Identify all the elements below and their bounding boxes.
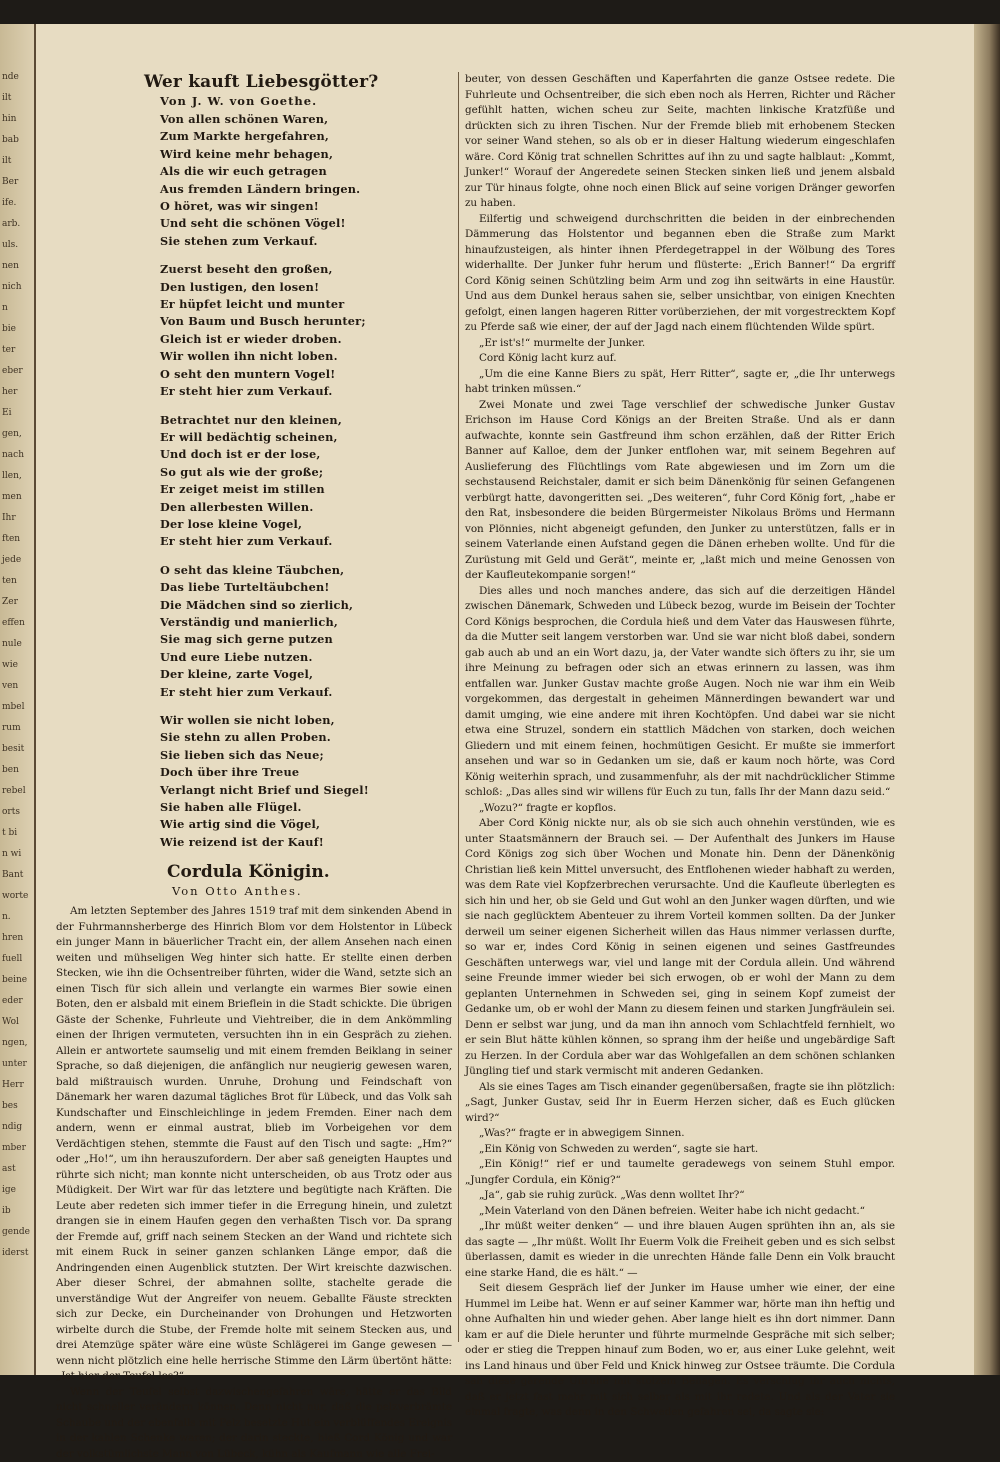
- poem-line: Zuerst beseht den großen,: [160, 262, 333, 277]
- margin-fragment: ige: [2, 1185, 16, 1195]
- story-paragraph: „Er ist's!“ murmelte der Junker.: [479, 336, 646, 349]
- poem-line: Wir wollen ihn nicht loben.: [160, 349, 338, 364]
- poem-line: Sie mag sich gerne putzen: [160, 632, 333, 647]
- margin-fragment: rebel: [2, 786, 26, 796]
- poem-line: Der lose kleine Vogel,: [160, 516, 303, 531]
- story-paragraph: Am letzten September des Jahres 1519 traf mit dem sinkenden Abend in der Fuhrmannsherberge des Hinrich Blom vor dem Holstentor in Lübeck ein junger Mann in bäuerlicher Tracht ein, der allem Ansehen nach einen weiten und mühseligen Weg hinter sich hatte. Er stellte einen derben Stecken, wie ihn die Ochsentreiber führten, wider die Wand, setzte sich an einen Tisch für sich allein und verlangte ein warmes Bier sowie einen Boten, den er alsbald mit einem Brieflein in die Stadt schickte. Die übrigen Gäste der Schenke, Fuhrleute und Viehtreiber, die in dem Ankömmling einen der Ihrigen vermuteten, versuchten ihn in ein Gespräch zu ziehen. Allein er antwortete saumselig und mit einem fremden Beiklang in seiner Sprache, so daß diejenigen, die anfänglich nur neugierig gewesen waren, bald mißtrauisch wurden. Unruhe, Drohung und Feindschaft von Dänemark her waren dazumal tägliches Brot für Lübeck, und das Volk sah Kundschafter und Einschleichlinge in jedem Fremden. Einer nach dem andern, wenn er einmal austrat, blieb im Vorbeigehen vor dem Verdächtigen stehen, stemmte die Faust auf den Tisch und sagte: „Hm?“ oder „Ho!“, um ihn herauszufordern. Der aber saß geneigten Hauptes und rührte sich nicht; man konnte nicht unterscheiden, ob aus Trotz oder aus Müdigkeit. Der Wirt war für das letztere und begütigte nach Kräften. Die Leute aber redeten sich immer tiefer in die Erregung hinein, und zuletzt drangen sie in einem Haufen gegen den verhaßten Tisch vor. Da sprang der Fremde auf, griff nach seinem Stecken an der Wand und richtete sich mit einem Ruck in seiner ganzen schlanken Länge empor, daß die Andringenden einen Augenblick stutzten. Der Wirt kreischte dazwischen. Aber dieser Schrei, der abmahnen sollte, stachelte gerade die unverständige Wut der Angreifer von neuem. Geballte Fäuste streckten sich zur Decke, ein Durcheinander von Drohungen und Hetzworten wirbelte durch die Stube, der Fremde holte mit seinem Stecken aus, und drei Atemzüge später wäre eine wüste Schlägerei im Gange gewesen — wenn nicht plötzlich eine helle herrische Stimme den Lärm übertönt hätte: „Ist hier der Teufel los?“: [56, 905, 452, 1383]
- story-paragraph: „Was?“ fragte er in abwegigem Sinnen.: [479, 1127, 685, 1139]
- poem-line: Und doch ist er der lose,: [160, 447, 321, 462]
- poem-line: Betrachtet nur den kleinen,: [160, 412, 342, 427]
- margin-fragment: worte: [2, 891, 29, 901]
- left-column: [52, 72, 452, 1460]
- story-paragraph: „Mein Vaterland von den Dänen befreien. Weiter habe ich nicht gedacht.“: [479, 1204, 865, 1217]
- story-text-right: [465, 72, 895, 1421]
- margin-fragment: unter: [2, 1059, 27, 1069]
- margin-fragment: nen: [2, 261, 19, 271]
- margin-fragment: gen,: [2, 429, 22, 439]
- poem-line: Verständig und manierlich,: [160, 614, 338, 629]
- margin-fragment: ilt: [2, 93, 12, 103]
- poem-line: Den allerbesten Willen.: [160, 499, 314, 514]
- margin-fragment: Ei: [2, 408, 12, 418]
- poem-line: Er steht hier zum Verkauf.: [160, 684, 333, 699]
- story-paragraph: Wenn der Teufel selbst dazwischengefahren wäre, hätte er das Bild nicht schneller verändern können. Denn nicht nur, daß die pelzverbrämte Schaube und der ebenfalls mit Pelz besetzte Hut ein verblüffendes Ereignis in der kahlen Schenke waren; der darin steckte, hieß Cord König und war der volkstümlichste Mann von Lübeck, kühn als Kaufmann wie alle Frei-: [56, 1385, 452, 1460]
- margin-fragment: ife.: [2, 198, 17, 208]
- poem-line: Sie stehen zum Verkauf.: [160, 233, 318, 248]
- poem-line: Das liebe Turteltäubchen!: [160, 580, 330, 595]
- margin-fragment: n wi: [2, 849, 22, 859]
- poem-line: Sie stehn zu allen Proben.: [160, 730, 331, 745]
- poem-stanza: [160, 412, 452, 551]
- margin-fragment: mber: [2, 1143, 26, 1153]
- margin-fragment: rum: [2, 723, 21, 733]
- margin-fragment: nach: [2, 450, 24, 460]
- left-page-fragment: [0, 24, 36, 1375]
- margin-fragment: ter: [2, 345, 16, 355]
- poem-line: Der kleine, zarte Vogel,: [160, 667, 314, 682]
- margin-fragment: Bant: [2, 870, 24, 880]
- poem-line: O seht das kleine Täubchen,: [160, 562, 345, 577]
- margin-fragment: n: [2, 303, 8, 313]
- story-paragraph: „Ein König von Schweden zu werden“, sagte sie hart.: [479, 1142, 759, 1155]
- margin-fragment: ven: [2, 681, 19, 691]
- margin-fragment: bes: [2, 1101, 18, 1111]
- margin-fragment: Zer: [2, 597, 18, 607]
- story-paragraph: „Ein König!“ rief er und taumelte geradewegs von seinem Stuhl empor. „Jungfer Cordula, ein König?“: [465, 1158, 895, 1186]
- poem-line: Von allen schönen Waren,: [160, 112, 329, 126]
- poem-line: Er steht hier zum Verkauf.: [160, 384, 333, 399]
- story-paragraph: Dies alles und noch manches andere, das sich auf die derzeitigen Händel zwischen Dänemark, Schweden und Lübeck bezog, wurde im Beisein der Tochter Cord Königs besprochen, die Cordula hieß und dem Vater das Hauswesen führte, da die Mutter seit langem verstorben war. Und sie war nicht bloß dabei, sondern gab auch ab und an ein Wort dazu, ja, der Vater wandte sich öfters zu ihr, sie um ihre Meinung zu befragen oder sich an etwas erinnern zu lassen, was ihm entfallen war. Junker Gustav machte große Augen. Noch nie war ihm ein Weib vorgekommen, das dergestalt in geheimen Männerdingen bewandert war und damit umging, wie eine andere mit ihren Kochtöpfen. Und dabei war sie nicht etwa eine Struzel, sondern ein stattlich Mädchen von starken, doch weichen Gliedern und mit einem feinen, hochmütigen Gesicht. Er mußte sie immerfort ansehen und war so in Gedanken um sie, daß er kaum noch hörte, was Cord König weiterhin sprach, und zusammenfuhr, als der mit nachdrücklicher Stimme schloß: „Das alles sind wir willens für Euch zu tun, falls Ihr der Mann dazu seid.“: [465, 584, 895, 798]
- margin-fragment: beine: [2, 975, 28, 985]
- poem-line: Wir wollen sie nicht loben,: [160, 713, 335, 727]
- poem-line: Sie lieben sich das Neue;: [160, 747, 324, 762]
- margin-fragment: gende: [2, 1227, 30, 1237]
- margin-fragment: ben: [2, 765, 19, 775]
- margin-fragment: uls.: [2, 240, 19, 250]
- margin-fragment: hin: [2, 114, 17, 124]
- story-paragraph: „Ihr müßt weiter denken“ — und ihre blauen Augen sprühten ihn an, als sie das sagte — „Ihr müßt. Wollt Ihr Euerm Volk die Freiheit geben und es sich selbst überlassen, damit es wieder in die unrechten Hände falle Denn ein Volk braucht eine starke Hand, die es hält.“ —: [465, 1220, 895, 1279]
- story-paragraph: Als sie eines Tages am Tisch einander gegenübersaßen, fragte sie ihn plötzlich: „Sagt, Junker Gustav, seid Ihr in Euerm Herzen sicher, daß es Euch glücken wird?“: [465, 1080, 895, 1124]
- poem-line: Er steht hier zum Verkauf.: [160, 534, 333, 549]
- margin-fragment: effen: [2, 618, 25, 628]
- poem-stanza: [160, 111, 452, 250]
- poem-line: Von Baum und Busch herunter;: [160, 314, 366, 329]
- poem-line: Sie haben alle Flügel.: [160, 800, 302, 815]
- story-title: Cordula Königin.: [167, 862, 330, 883]
- poem-line: Verlangt nicht Brief und Siegel!: [160, 782, 369, 797]
- margin-fragment: n.: [2, 912, 11, 922]
- margin-fragment: bab: [2, 135, 19, 145]
- margin-fragment: t bi: [2, 828, 18, 838]
- story-paragraph: „Ja“, gab sie ruhig zurück. „Was denn wolltet Ihr?“: [479, 1189, 745, 1201]
- margin-fragment: ib: [2, 1206, 11, 1216]
- poem-line: Die Mädchen sind so zierlich,: [160, 597, 354, 612]
- poem-author: Von J. W. von Goethe.: [160, 94, 318, 108]
- poem-stanza: [160, 562, 452, 701]
- poem-line: O höret, was wir singen!: [160, 199, 319, 214]
- margin-fragment: wie: [2, 660, 18, 670]
- story-paragraph: Aber Cord König nickte nur, als ob sie sich auch ohnehin verstünden, wie es unter Staatsmännern der Brauch sei. — Der Aufenthalt des Junkers im Hause Cord Königs zog sich über Wochen und Monate hin. Denn der Dänenkönig Christian ließ kein Mittel unversucht, des Entflohenen wieder habhaft zu werden, was dem Rate viel Kopfzerbrechen verursachte. Und die Kaufleute überlegten es sich hin und her, ob sie Geld und Gut wohl an den Junker wagen dürften, und wie sie nach geglücktem Abenteuer zu ihrem Vorteil kommen sollten. Da der Junker derweil um seiner eigenen Sicherheit willen das Haus nimmer verlassen durfte, so war er, indes Cord König in seinen eigenen und seines Gastfreundes Geschäften unterwegs war, viel und lange mit der Cordula allein. Und während seine Freunde immer wieder bei sich erwogen, ob er wohl der Mann zu dem geplanten Unternehmen in Schweden sei, ging in seinem Kopf zumeist der Gedanke um, ob er wohl der Mann zu diesem feinen und starken Jungfräulein sei. Denn er selbst war jung, und da man ihn annoch vom Schlachtfeld fernhielt, wo er sein Blut hätte kühlen können, so sprang ihm der heiße und ungebärdige Saft zu Herzen. In der Cordula aber war das Wohlgefallen an dem schönen schlanken Jüngling tief und stark vermischt mit anderen Gedanken.: [465, 817, 895, 1077]
- poem-stanza: [160, 261, 452, 400]
- story-text-left: [56, 904, 452, 1462]
- margin-fragment: nich: [2, 282, 22, 292]
- poem-line: O seht den muntern Vogel!: [160, 366, 336, 381]
- poem-line: Doch über ihre Treue: [160, 765, 300, 780]
- right-column: [465, 72, 895, 1418]
- poem-line: Wie artig sind die Vögel,: [160, 817, 321, 832]
- margin-fragment: eder: [2, 996, 23, 1006]
- margin-fragment: llen,: [2, 471, 22, 481]
- margin-fragment: men: [2, 492, 22, 502]
- poem-line: Gleich ist er wieder droben.: [160, 331, 342, 346]
- story-paragraph: Cord König lacht kurz auf.: [479, 352, 617, 364]
- margin-fragment: ilt: [2, 156, 12, 166]
- story-paragraph: Zwei Monate und zwei Tage verschlief der schwedische Junker Gustav Erichson im Hause Cord Königs an der Breiten Straße. Und als er dann aufwachte, konnte sein Gastfreund ihm schon erzählen, daß der Ritter Erich Banner auf Kalloe, dem der Junker entflohen war, mit seinem Begehren auf Auslieferung des Flüchtlings vom Rate abgewiesen und im Zorn um die sechstausend Reichstaler, damit er sich beim Dänenkönig für seinen Gefangenen verbürgt hatte, davongeritten sei. „Des weiteren“, fuhr Cord König fort, „habe er den Rat, insbesondere die beiden Bürgermeister Nikolaus Bröms und Hermann von Plönnies, nicht abgeneigt gefunden, den Junker zu unterstützen, falls er in seinem Vaterlande einen Aufstand gegen die Dänen erheben wollte. Und für die Zurüstung mit Geld und Gerät“, meinte er, „laßt mich und meine Genossen von der Kaufleutekompanie sorgen!“: [465, 398, 895, 581]
- margin-fragment: hren: [2, 933, 24, 943]
- margin-fragment: Ihr: [2, 513, 16, 523]
- margin-fragment: ten: [2, 576, 17, 586]
- poem-line: Als die wir euch getragen: [160, 164, 327, 179]
- margin-fragment: arb.: [2, 219, 21, 229]
- poem-line: Den lustigen, den losen!: [160, 279, 320, 294]
- story-author: Von Otto Anthes.: [172, 884, 303, 899]
- poem-line: Und eure Liebe nutzen.: [160, 649, 313, 664]
- poem-line: Er zeiget meist im stillen: [160, 482, 325, 497]
- margin-fragment: ften: [2, 534, 21, 544]
- margin-fragment: ast: [2, 1164, 16, 1174]
- poem-line: So gut als wie der große;: [160, 464, 324, 479]
- poem-line: Aus fremden Ländern bringen.: [160, 181, 361, 196]
- story-paragraph: Eilfertig und schweigend durchschritten die beiden in der einbrechenden Dämmerung das Holstentor und begannen eben die Straße zum Markt hinaufzusteigen, als hinter ihnen Pferdegetrappel in der Wölbung des Tores widerhallte. Der Junker fuhr herum und flüsterte: „Erich Banner!“ Da ergriff Cord König seinen Schützling beim Arm und zog ihn seitwärts in eine Haustür. Und aus dem Dunkel heraus sahen sie, selber unsichtbar, von einigen Knechten gefolgt, einen langen hageren Ritter vorüberziehen, der mit vorgestrecktem Kopf zu Pferde saß wie einer, der auf der Jagd nach einem flüchtenden Wilde spürt.: [465, 212, 895, 333]
- margin-fragment: ngen,: [2, 1038, 28, 1048]
- margin-fragment: bie: [2, 324, 16, 334]
- poem-stanza: [160, 712, 452, 851]
- margin-fragment: orts: [2, 807, 20, 817]
- poem-line: Zum Markte hergefahren,: [160, 129, 330, 144]
- story-paragraph: beuter, von dessen Geschäften und Kaperfahrten die ganze Ostsee redete. Die Fuhrleute und Ochsentreiber, die sich eben noch als Herren, Richter und Rächer gefühlt hatten, wichen scheu zur Seite, machten linkische Kratzfüße und drückten sich zu ihren Tischen. Nur der Fremde blieb mit erhobenem Stecken vor seiner Wand stehen, so als ob er in dieser Haltung wiederum eingeschlafen wäre. Cord König trat schnellen Schrittes auf ihn zu und sagte halblaut: „Kommt, Junker!“ Worauf der Angeredete seinen Stecken sinken ließ und jenem alsbald zur Tür hinaus folgte, ohne noch einen Blick auf seine vorigen Dränger geworfen zu haben.: [465, 73, 895, 209]
- margin-fragment: Herr: [2, 1080, 24, 1090]
- poem-line: Wird keine mehr behagen,: [160, 146, 334, 161]
- poem-body: [52, 111, 452, 851]
- story-paragraph: „Wozu?“ fragte er kopflos.: [479, 801, 617, 814]
- margin-fragment: Wol: [2, 1017, 19, 1027]
- margin-fragment: besit: [2, 744, 25, 754]
- margin-fragment: nule: [2, 639, 22, 649]
- margin-fragment: eber: [2, 366, 23, 376]
- margin-fragment: ndig: [2, 1122, 23, 1132]
- margin-fragment: jede: [2, 555, 22, 565]
- margin-fragment: fuell: [2, 954, 23, 964]
- newspaper-page: [0, 24, 1000, 1460]
- column-divider: [458, 72, 459, 1342]
- margin-fragment: Ber: [2, 177, 19, 187]
- story-paragraph: „Um die eine Kanne Biers zu spät, Herr Ritter“, sagte er, „die Ihr unterwegs habt trinken müssen.“: [465, 367, 895, 395]
- poem-line: Und seht die schönen Vögel!: [160, 216, 346, 231]
- margin-fragment: iderst: [2, 1248, 29, 1258]
- poem-title: Wer kauft Liebesgötter?: [144, 72, 379, 92]
- margin-fragment: mbel: [2, 702, 25, 712]
- poem-line: Er hüpfet leicht und munter: [160, 297, 345, 312]
- story-paragraph: Seit diesem Gespräch lief der Junker im Hause umher wie einer, der eine Hummel im Leibe hat. Wenn er auf seiner Kammer war, hörte man ihn heftig und ohne Aufhalten hin und wieder gehen. Aber lange hielt es ihn dort nimmer. Dann kam er auf die Diele herunter und führte murmelnde Gespräche mit sich selber; oder er stieg die Treppen hinauf zum Boden, wo er, aus einer Luke gelehnt, weit ins Land hinaus und über Feld und Knick hinweg zur Ostsee träumte. Die Cordula sah diese gärende Unruhe mit stolzem Behagen. Es verschlug ihr auch nichts, daß er jetzt fast mehr mit sich selber als mit ihr redete. Und als der Vater sie einmal fragte, was denn in den Schweden gefahren sei, da sagte sie:: [465, 1282, 895, 1418]
- margin-fragment: her: [2, 387, 18, 397]
- page-edge: [974, 24, 1000, 1375]
- poem-line: Er will bedächtig scheinen,: [160, 429, 338, 444]
- margin-fragment: nde: [2, 72, 19, 82]
- poem-line: Wie reizend ist der Kauf!: [160, 834, 324, 849]
